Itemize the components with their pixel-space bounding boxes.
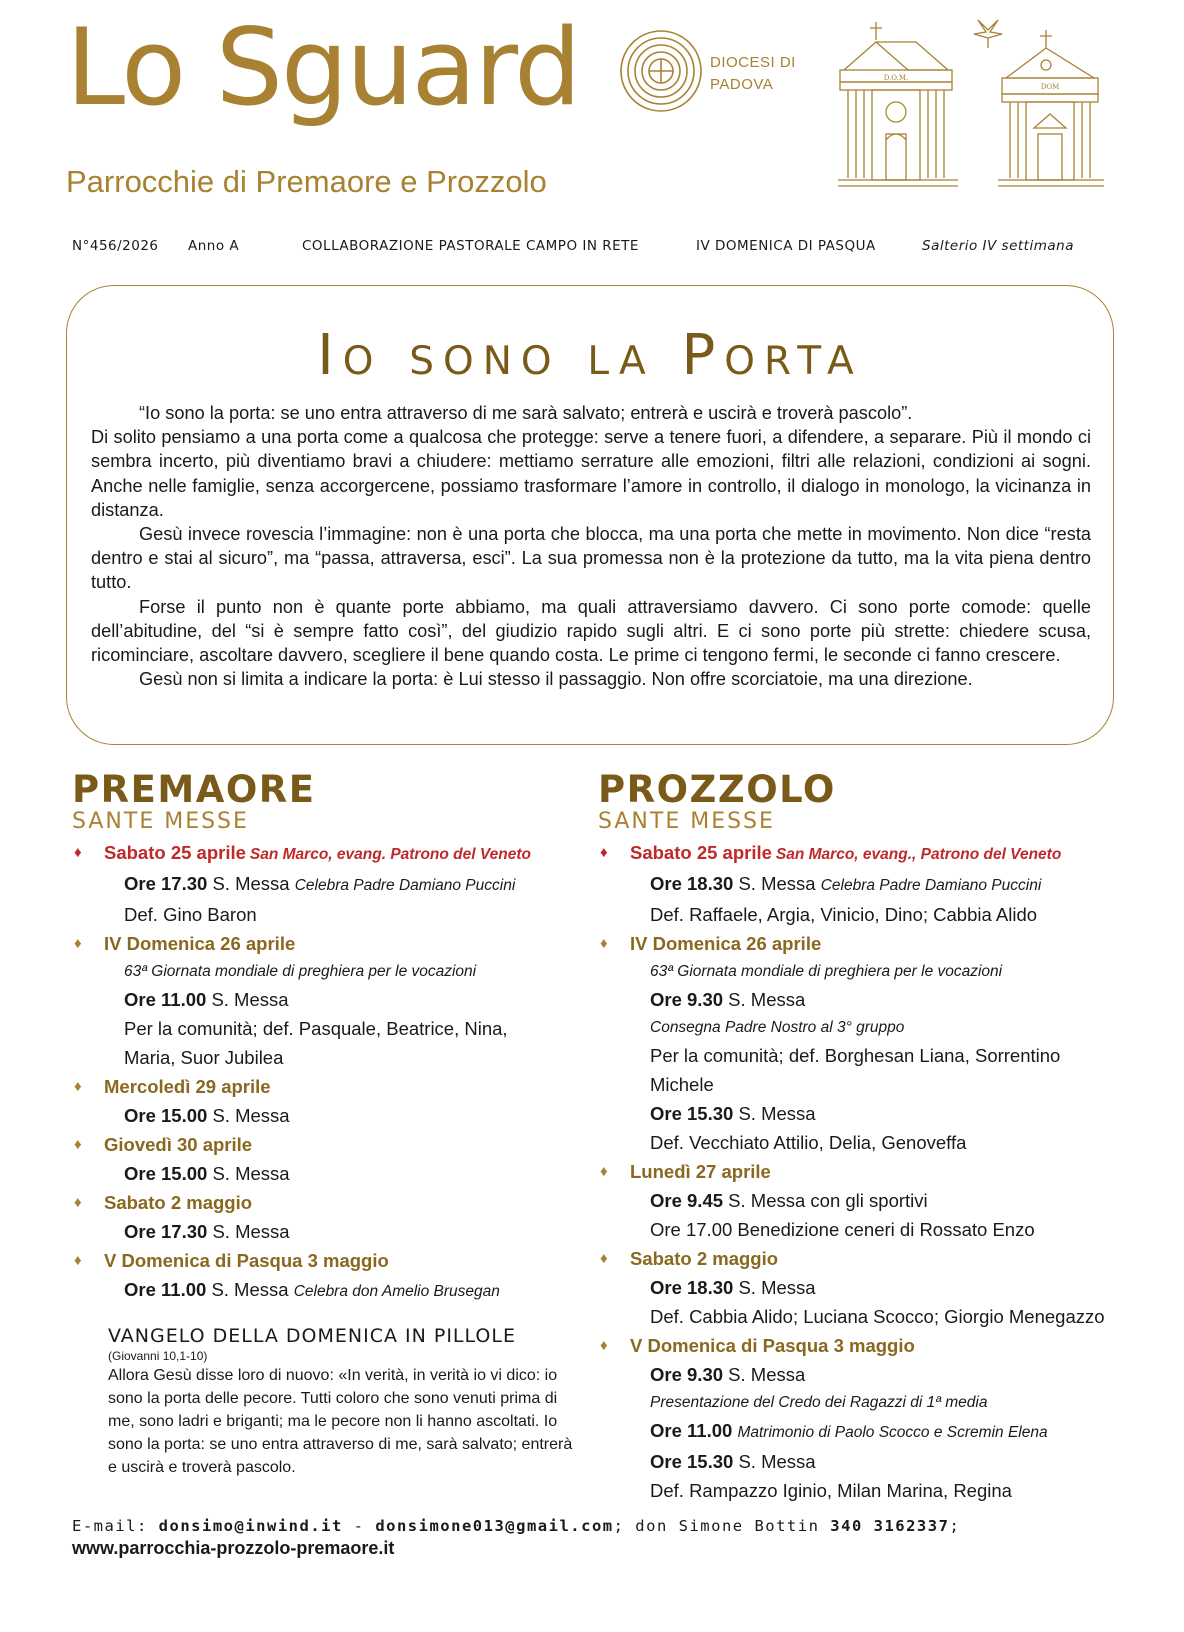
mass-label: S. Messa [738,1277,816,1298]
collaboration-label: COLLABORAZIONE PASTORALE CAMPO IN RETE [302,238,639,254]
day-label: Sabato 2 maggio [630,1248,779,1269]
editorial-paragraph: Gesù non si limita a indicare la porta: è Lui stesso il passaggio. Non offre scorciatoie, ma una direzione. [139,669,973,690]
schedule-day [598,1331,1138,1505]
schedule-day [72,1188,572,1246]
day-label: V Domenica di Pasqua 3 maggio [630,1335,915,1356]
diamond-bullet-icon: ♦ [74,1136,82,1153]
intention-line: Per la comunità; def. Pasquale, Beatrice, Nina, [124,1018,508,1039]
editorial-box [66,285,1114,745]
diamond-bullet-icon: ♦ [74,1078,82,1095]
mass-label: S. Messa con gli sportivi [728,1190,928,1211]
day-label: IV Domenica 26 aprile [104,933,296,954]
mass-time: Ore 17.30 [124,1221,208,1242]
website-link[interactable]: www.parrocchia-prozzolo-premaore.it [72,1538,395,1558]
contact-footer [72,1515,1152,1559]
footer-end: ; [949,1517,961,1535]
sunday-label: IV DOMENICA DI PASQUA [696,238,876,254]
mass-time: Ore 18.30 [650,873,734,894]
day-note: San Marco, evang., Patrono del Veneto [775,846,1062,863]
event-note: Matrimonio di Paolo Scocco e Scremin Elena [737,1424,1048,1441]
diamond-bullet-icon: ♦ [74,844,82,861]
churches-illustration-icon [838,18,1138,200]
mass-time: Ore 15.00 [124,1105,208,1126]
gospel-box [72,1324,578,1479]
mass-time: Ore 11.00 [124,989,207,1010]
day-label: Sabato 25 aprile [630,842,772,863]
intention-line: Maria, Suor Jubilea [124,1047,284,1068]
premaore-subheading: SANTE MESSE [72,809,249,834]
mass-label: S. Messa [738,1103,816,1124]
editorial-body [91,401,1091,691]
diocese-line-2: PADOVA [710,76,774,93]
schedule-day [598,929,1138,1157]
mass-label: S. Messa [212,1105,290,1126]
day-label: Lunedì 27 aprile [630,1161,771,1182]
diamond-bullet-icon: ♦ [600,844,608,861]
gospel-text: Allora Gesù disse loro di nuovo: «In verità, in verità io vi dico: io sono la porta delle pecore. Tutti coloro che sono venuti prima di me, sono ladri e briganti; ma le pecore non li hanno ascoltati. Io sono la porta: se uno entra attraverso di me, sarà salvato; entrerà e uscirà e troverà pascolo. [108,1367,573,1476]
diamond-bullet-icon: ♦ [74,935,82,952]
mass-label: S. Messa [211,989,289,1010]
phone-number[interactable]: 340 3162337 [830,1517,950,1535]
intention-line: Def. Gino Baron [124,904,257,925]
diamond-bullet-icon: ♦ [74,1252,82,1269]
email-link-2[interactable]: donsimone013@gmail.com [375,1517,614,1535]
mass-time: Ore 15.30 [650,1451,734,1472]
schedule-day [72,929,572,1072]
email-separator: - [342,1517,376,1535]
prozzolo-schedule [598,770,1138,1505]
diamond-bullet-icon: ♦ [600,1337,608,1354]
mass-time: Ore 9.30 [650,989,724,1010]
diamond-bullet-icon: ♦ [600,1163,608,1180]
mass-label: S. Messa [738,873,816,894]
mass-time: Ore 11.00 [124,1279,207,1300]
intention-line: Def. Raffaele, Argia, Vinicio, Dino; Cabbia Alido [650,904,1038,925]
editorial-paragraph: Forse il punto non è quante porte abbiamo, ma quali attraversiamo davvero. Ci sono porte comode: quelle dell’abitudine, del “si è sempre fatto così”, del giudizio rapido sugli altri. E ci sono porte più strette: chiedere scusa, ricominciare, ascoltare davvero, scegliere il bene quando costa. Le prime ci tengono fermi, le seconde ci fanno crescere. [91,596,1091,666]
mass-label: S. Messa [212,1163,290,1184]
liturgical-year: Anno A [188,238,240,254]
newsletter-title: Lo Sguard [66,6,580,129]
day-label: Giovedì 30 aprile [104,1134,253,1155]
celebrant-note: Celebra Padre Damiano Puccini [294,877,516,894]
schedule-day [72,1072,572,1130]
mass-time: Ore 9.45 [650,1190,724,1211]
contact-name: ; don Simone Bottin [613,1517,820,1535]
day-label: Sabato 2 maggio [104,1192,253,1213]
mass-time: Ore 15.30 [650,1103,734,1124]
email-label: E-mail: [72,1517,148,1535]
mass-label: S. Messa [728,1364,806,1385]
prozzolo-heading: PROZZOLO [598,768,836,811]
day-label: Sabato 25 aprile [104,842,246,863]
schedule-day [72,838,572,929]
intention-line: Def. Rampazzo Iginio, Milan Marina, Regina [650,1480,1012,1501]
day-label: IV Domenica 26 aprile [630,933,822,954]
issue-number: N°456/2026 [72,238,159,254]
diocese-seal-icon [618,28,704,114]
intention-line: Michele [650,1074,714,1095]
mass-label: S. Messa [212,1221,290,1242]
schedule-day [598,1244,1138,1331]
celebrant-note: Celebra Padre Damiano Puccini [820,877,1042,894]
event-note: Presentazione del Credo dei Ragazzi di 1ª media [650,1394,988,1411]
mass-label: S. Messa [738,1451,816,1472]
email-link-1[interactable]: donsimo@inwind.it [158,1517,343,1535]
intention-line: Per la comunità; def. Borghesan Liana, Sorrentino [650,1045,1061,1066]
editorial-paragraph: Gesù invece rovescia l’immagine: non è una porta che blocca, ma una porta che mette in movimento. Non dice “resta dentro e stai al sicuro”, ma “passa, attraversa, esci”. La sua promessa non è la protezione da tutto, ma la vita piena dentro tutto. [91,524,1091,593]
schedule-day [598,838,1138,929]
newsletter-subtitle: Parrocchie di Premaore e Prozzolo [66,164,547,199]
gospel-heading: VANGELO DELLA DOMENICA IN PILLOLE [108,1325,516,1347]
mass-time: Ore 11.00 [650,1420,733,1441]
gospel-reference: (Giovanni 10,1-10) [108,1349,208,1363]
mass-time: Ore 18.30 [650,1277,734,1298]
church-left-label: D.O.M. [883,74,909,82]
mass-label: S. Messa [211,1279,289,1300]
editorial-paragraph: Di solito pensiamo a una porta come a qualcosa che protegge: serve a tenere fuori, a difendere, a separare. Più il mondo ci sembra incerto, più diventiamo bravi a chiudere: mettiamo serrature alle emozioni, filtri alle relazioni, condizioni ai sogni. Anche nelle famiglie, senza accorgercene, possiamo trasformare l’amore in controllo, il dialogo in monologo, la vicinanza in distanza. [91,427,1091,520]
mass-time: Ore 17.30 [124,873,208,894]
mass-time: Ore 9.30 [650,1364,724,1385]
day-label: V Domenica di Pasqua 3 maggio [104,1250,389,1271]
masthead [0,0,1184,215]
diamond-bullet-icon: ♦ [600,1250,608,1267]
day-note: San Marco, evang. Patrono del Veneto [249,846,531,863]
schedule-day [72,1246,572,1306]
prozzolo-subheading: SANTE MESSE [598,809,775,834]
diocese-line-1: DIOCESI DI [710,54,796,71]
church-right-label: DOM [1040,83,1060,91]
mass-time: Ore 15.00 [124,1163,208,1184]
editorial-title: Io sono la Porta [317,323,863,388]
diamond-bullet-icon: ♦ [600,935,608,952]
premaore-schedule [72,770,572,1479]
premaore-heading: PREMAORE [72,768,316,811]
day-note: 63ª Giornata mondiale di preghiera per le vocazioni [124,963,477,980]
day-note: 63ª Giornata mondiale di preghiera per le vocazioni [650,963,1003,980]
celebrant-note: Celebra don Amelio Brusegan [293,1283,500,1300]
issue-info-bar [72,238,1112,258]
event-line: Ore 17.00 Benedizione ceneri di Rossato Enzo [650,1219,1035,1240]
event-note: Consegna Padre Nostro al 3° gruppo [650,1019,905,1036]
day-label: Mercoledì 29 aprile [104,1076,271,1097]
editorial-quote: “Io sono la porta: se uno entra attraverso di me sarà salvato; entrerà e uscirà e troverà pascolo”. [139,403,913,423]
diamond-bullet-icon: ♦ [74,1194,82,1211]
intention-line: Def. Cabbia Alido; Luciana Scocco; Giorgio Menegazzo [650,1306,1105,1327]
diocese-label [710,52,796,96]
mass-label: S. Messa [212,873,290,894]
salterio-label: Salterio IV settimana [922,238,1074,254]
schedule-day [598,1157,1138,1244]
intention-line: Def. Vecchiato Attilio, Delia, Genoveffa [650,1132,967,1153]
mass-label: S. Messa [728,989,806,1010]
schedule-day [72,1130,572,1188]
